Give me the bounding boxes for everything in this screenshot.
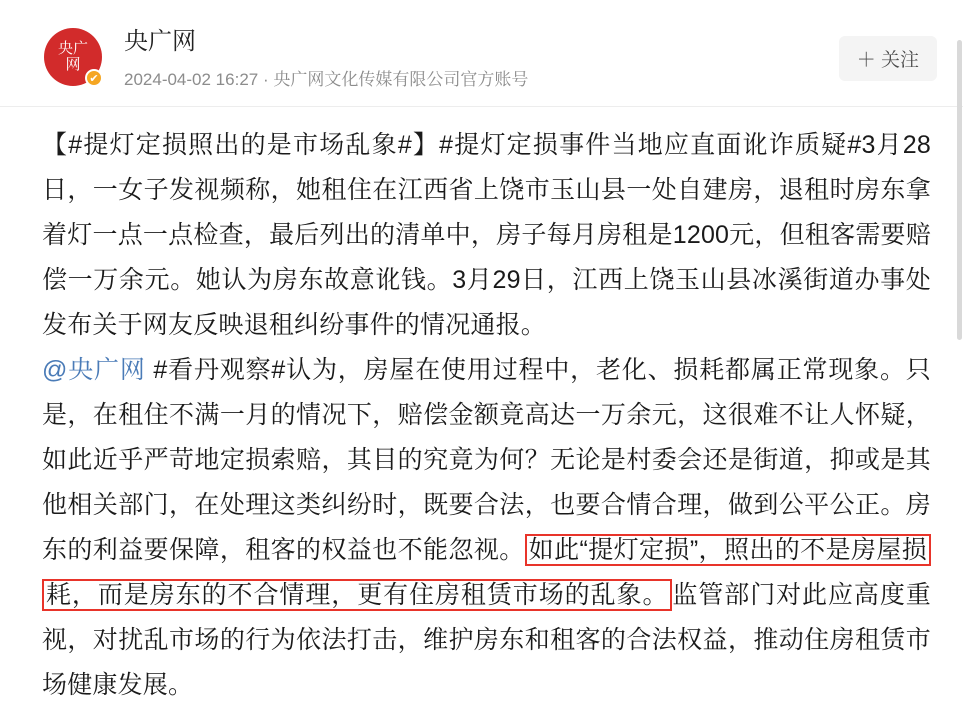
article-body: [0, 107, 963, 708]
paragraph-1-text: 【#提灯定损照出的是市场乱象#】#提灯定损事件当地应直面讹诈质疑#3月28日，一女子发视频称，她租住在江西省上饶市玉山县一处自建房，退租时房东拿着灯一点一点检查，最后列出的清单中，房子每月房租是1200元，但租客需要赔偿一万余元。她认为房东故意讹钱。3月29日，江西上饶玉山县冰溪街道办事处发布关于网友反映退租纠纷事件的情况通报。: [42, 131, 931, 339]
mention-link[interactable]: @央广网: [42, 356, 146, 384]
article-paragraph-2: [42, 348, 931, 708]
scrollbar-thumb[interactable]: [957, 40, 962, 340]
paragraph-2-text-b: 监管部门对此应高度重视，对扰乱市场的行为依法打击，维护房东和租客的合法权益，推动住房租赁市场健康发展。: [42, 581, 931, 699]
header-text-block: [124, 22, 839, 91]
account-name[interactable]: 央广网: [124, 28, 196, 55]
article-header: [0, 0, 963, 96]
highlighted-sentence: 如此“提灯定损”，照出的不是房屋损耗，而是房东的不合情理，更有住房租赁市场的乱象。: [42, 534, 931, 611]
verified-check-icon: ✔: [85, 69, 103, 87]
article-paragraph-1: [42, 123, 931, 348]
avatar-logo-line1: 央广: [57, 40, 88, 58]
paragraph-2-text-a: #看丹观察#认为，房屋在使用过程中，老化、损耗都属正常现象。只是，在租住不满一月的情况下，赔偿金额竟高达一万余元，这很难不让人怀疑，如此近乎严苛地定损索赔，其目的究竟为何？无论是村委会还是街道，抑或是其他相关部门，在处理这类纠纷时，既要合法，也要合情合理，做到公平公正。房东的利益要保障，租客的权益也不能忽视。: [42, 356, 931, 564]
scrollbar-track[interactable]: [957, 0, 963, 612]
follow-button[interactable]: ＋ 关注: [839, 36, 937, 81]
avatar-logo-line2: 网: [65, 56, 81, 73]
article-meta: 2024-04-02 16:27 · 央广网文化传媒有限公司官方账号: [124, 69, 529, 89]
avatar[interactable]: [44, 28, 102, 86]
